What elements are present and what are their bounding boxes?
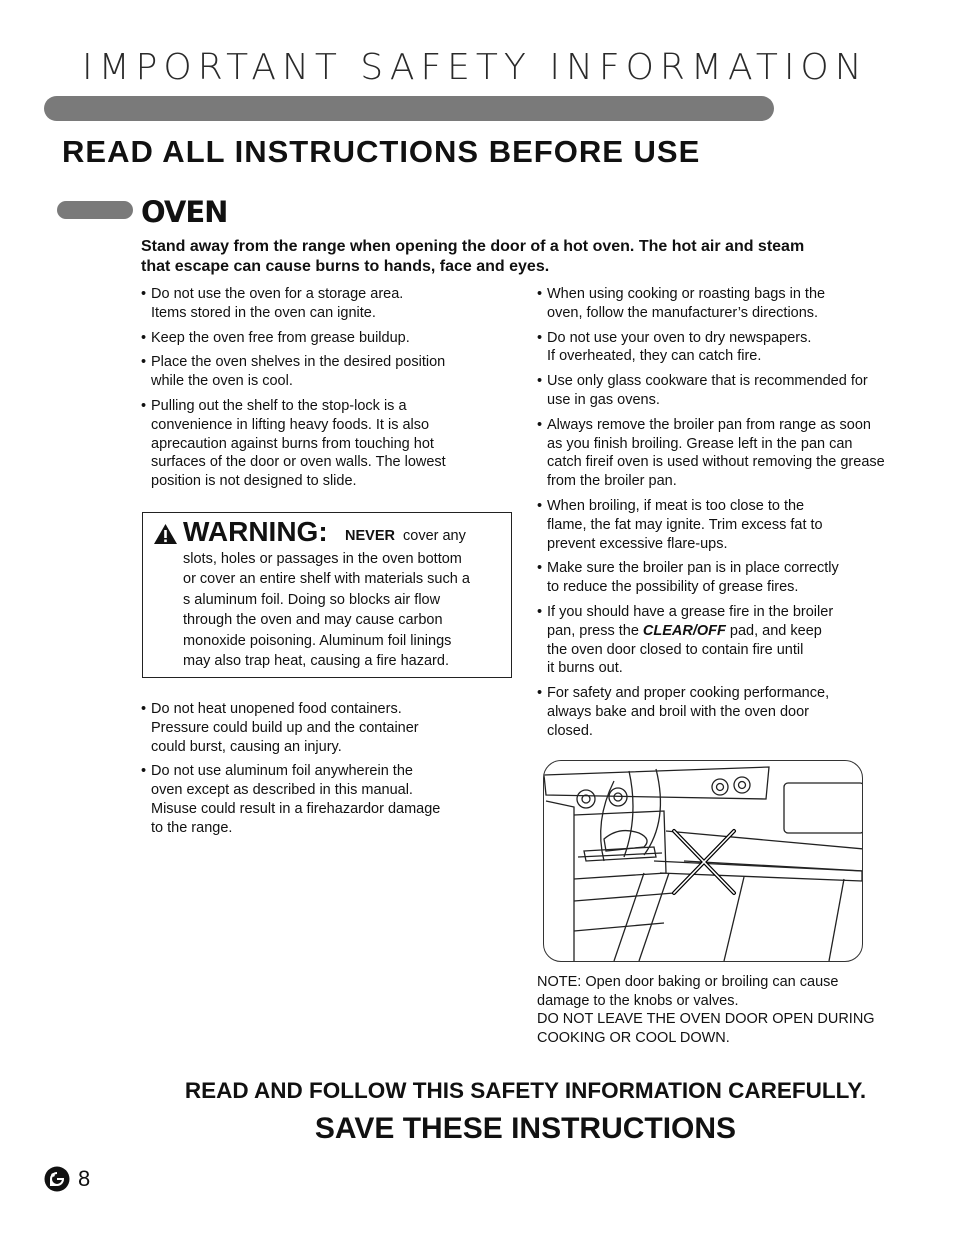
warning-cover: cover any [403, 528, 466, 544]
warning-triangle-icon [153, 523, 178, 545]
list-item: • When broiling, if meat is too close to the flame, the fat may ignite. Trim excess fat to prevent excessive flare-ups. [537, 497, 917, 553]
save-instructions-heading: SAVE THESE INSTRUCTIONS [314, 1112, 737, 1145]
page-number: 8 [78, 1166, 91, 1191]
clear-off-key: CLEAR/OFF [642, 622, 726, 639]
list-item: • Pulling out the shelf to the stop-lock is a convenience in lifting heavy foods. It is also aprecaution against burns from touching hot surfaces of the door or oven walls. The lowest position is not designed to slide. [141, 397, 486, 491]
list-item: • Place the oven shelves in the desired position while the oven is cool. [141, 353, 486, 391]
open-oven-door-illustration [543, 760, 863, 962]
follow-instructions-heading: READ AND FOLLOW THIS SAFETY INFORMATION CAREFULLY. [184, 1078, 867, 1103]
left-lower-bullet-list [141, 700, 486, 844]
left-bullet-list [141, 285, 486, 497]
list-item: • Use only glass cookware that is recommended for use in gas ovens. [537, 372, 917, 410]
list-item: • Do not use your oven to dry newspapers. If overheated, they can catch fire. [537, 329, 917, 367]
note-text: NOTE: Open door baking or broiling can cause damage to the knobs or valves. DO NOT LEAVE THE OVEN DOOR OPEN DURING COOKING OR COOL DOWN. [537, 974, 875, 1046]
header-bar [44, 96, 774, 121]
list-item: • If you should have a grease fire in the broiler pan, press the CLEAR/OFF pad, and keep the oven door closed to contain fire until it burns out. [537, 603, 917, 678]
read-all-heading: READ ALL INSTRUCTIONS BEFORE USE [62, 134, 701, 169]
list-item: • Keep the oven free from grease buildup. [141, 329, 486, 348]
lg-logo-icon [44, 1166, 70, 1192]
page-title: IMPORTANT SAFETY INFORMATION [82, 47, 868, 88]
list-item: • When using cooking or roasting bags in the oven, follow the manufacturer’s directions. [537, 285, 917, 323]
list-item: • For safety and proper cooking performance, always bake and broil with the oven door closed. [537, 684, 917, 740]
warning-text: slots, holes or passages in the oven bottom or cover an entire shelf with materials such a s aluminum foil. Doing so blocks air flow through the oven and may cause carbon monoxide poisoning. Aluminum foil linings may also trap heat, causing a fire hazard. [183, 551, 470, 670]
warning-label: WARNING: [183, 516, 328, 547]
list-item: • Always remove the broiler pan from range as soon as you finish broiling. Grease left in the pan can catch fireif oven is used without removing the grease from the broiler pan. [537, 416, 917, 491]
oven-heading: OVEN [141, 195, 228, 229]
list-item: • Make sure the broiler pan is in place correctly to reduce the possibility of grease fires. [537, 559, 917, 597]
right-bullet-list [537, 285, 917, 747]
list-item: • Do not use the oven for a storage area. Items stored in the oven can ignite. [141, 285, 486, 323]
section-pill [57, 201, 133, 219]
list-item: • Do not heat unopened food containers. Pressure could build up and the container could burst, causing an injury. [141, 700, 486, 756]
warning-box [142, 512, 512, 678]
oven-drawing [544, 761, 863, 962]
list-item: • Do not use aluminum foil anywherein the oven except as described in this manual. Misuse could result in a firehazardor damage to the range. [141, 762, 486, 837]
intro-text: Stand away from the range when opening the door of a hot oven. The hot air and steam that escape can cause burns to hands, face and eyes. [141, 238, 805, 275]
warning-never: NEVER [345, 528, 395, 544]
